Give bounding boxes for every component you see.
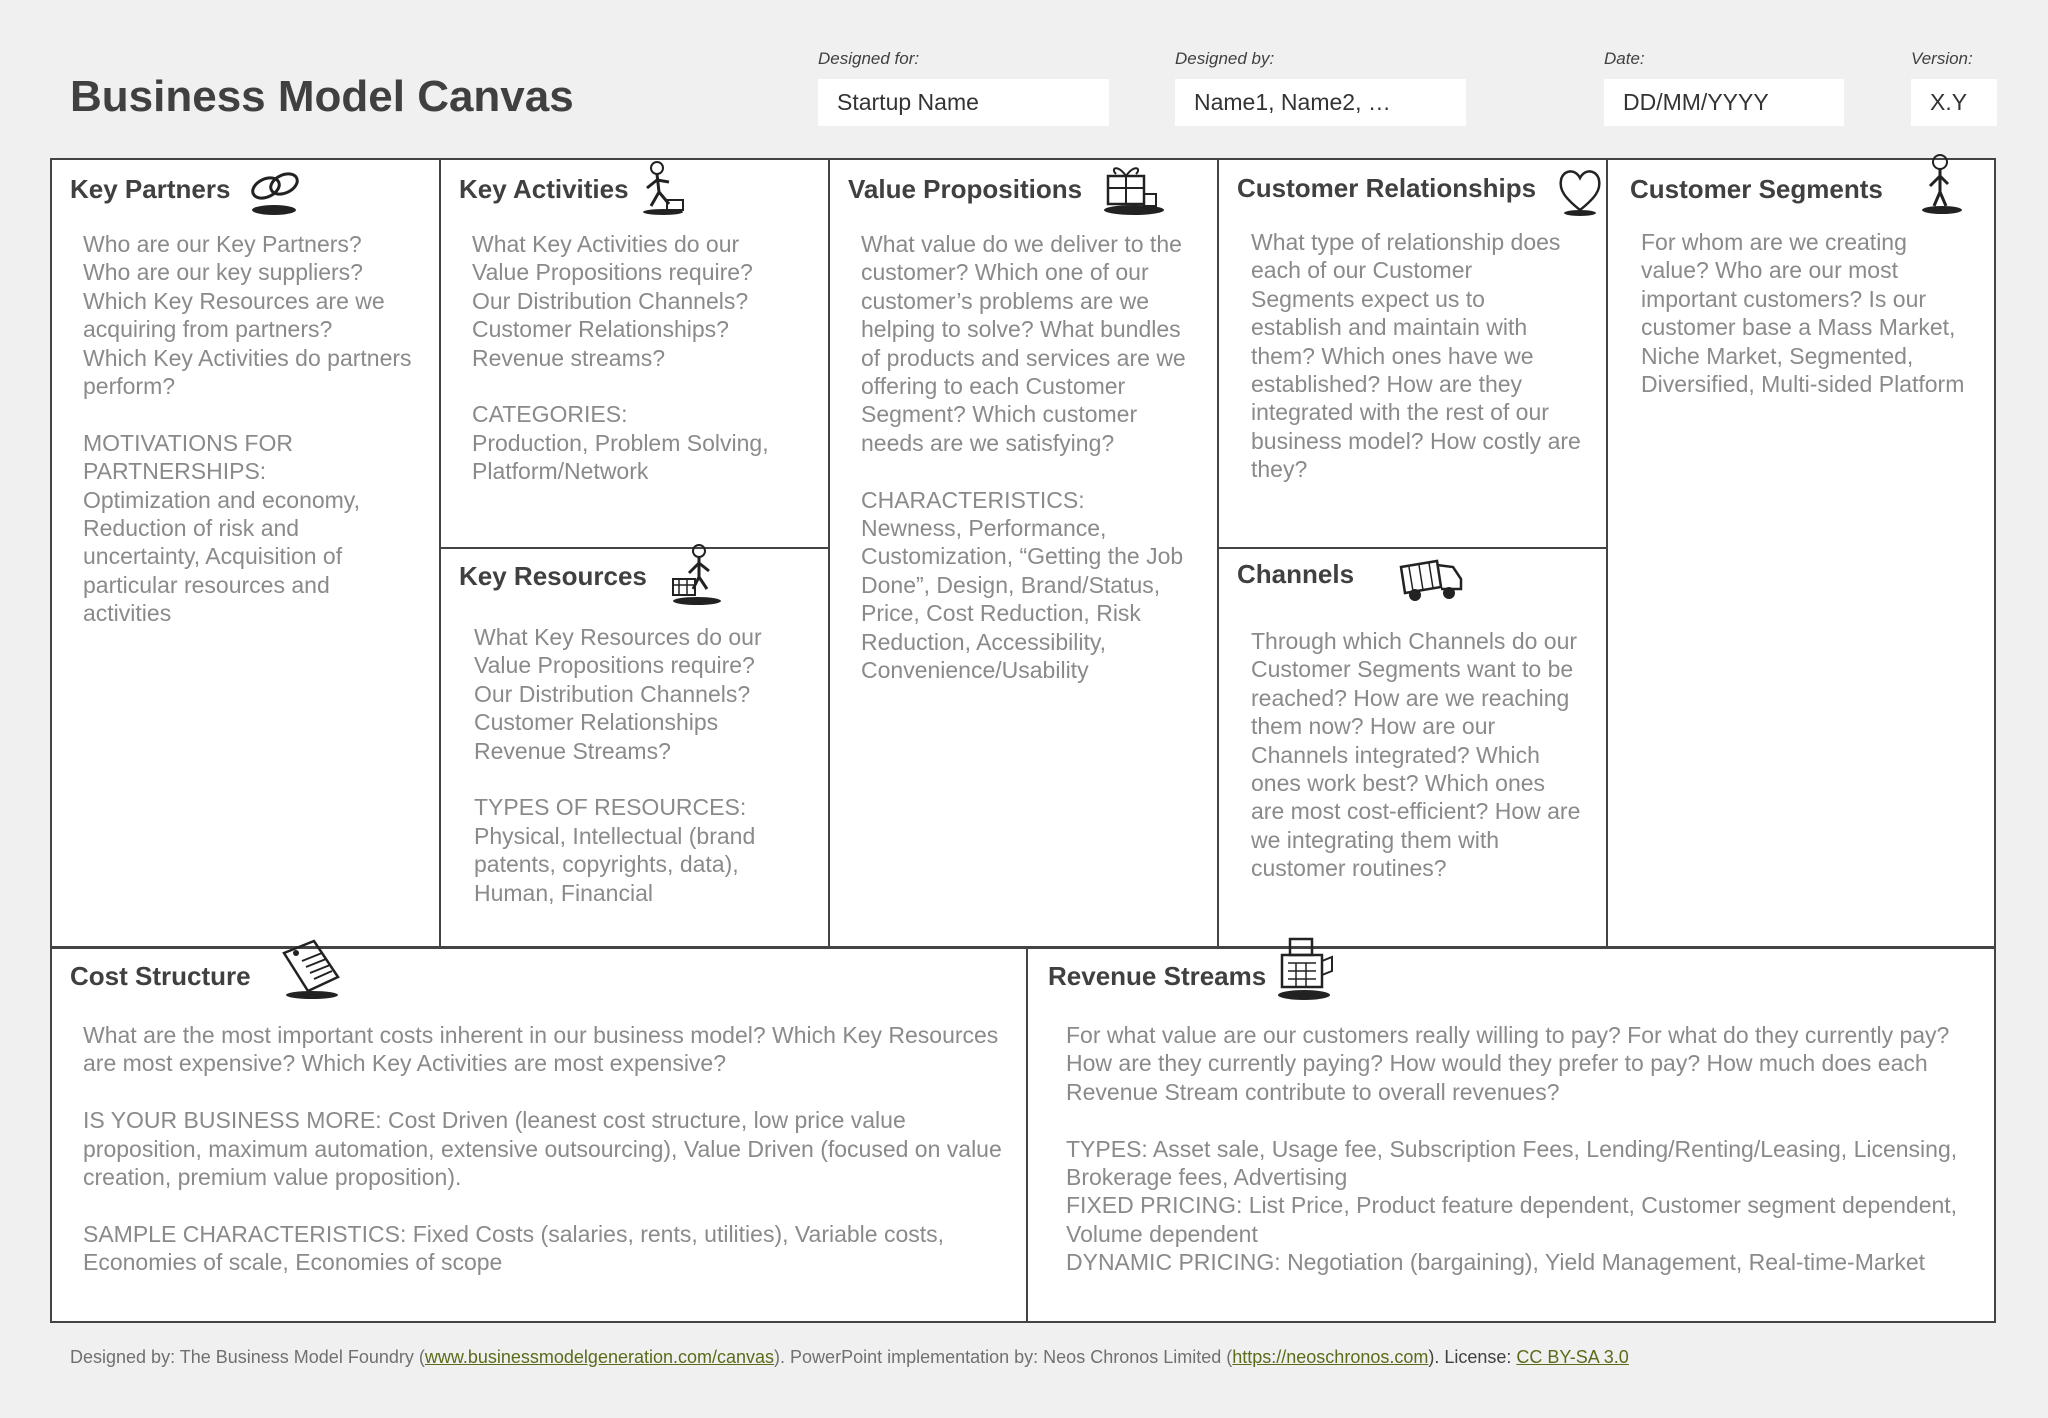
footer-license-label: ). License: xyxy=(1428,1347,1517,1367)
key-resources-title: Key Resources xyxy=(459,561,647,591)
footer-credits xyxy=(70,1347,1629,1368)
footer-middle: ). PowerPoint implementation by: Neos Chronos Limited ( xyxy=(774,1347,1233,1367)
key-resources-block[interactable] xyxy=(441,549,828,946)
customer-relationships-block[interactable] xyxy=(1219,160,1606,547)
footer-prefix: Designed by: The Business Model Foundry ( xyxy=(70,1347,425,1367)
person-icon xyxy=(1918,152,1966,216)
worker-icon xyxy=(639,160,689,216)
heart-icon xyxy=(1557,166,1603,216)
customer-segments-text: For whom are we creating value? Who are our most important customers? Is our customer base a Mass Market, Niche Market, Segmented, Diversified, Multi-sided Platform xyxy=(1641,229,1965,398)
cost-structure-block[interactable] xyxy=(52,949,1026,1321)
factory-worker-icon xyxy=(667,543,725,607)
value-propositions-text: What value do we deliver to the customer? Which one of our customer’s problems are we helping to solve? What bundles of products and services are we offering to each Customer Segment? Which customer needs are we satisfying? CHARACTERISTICS: Newness, Performance, Customization, “Getting the Job Done”, Design, Brand/Status, Price, Cost Reduction, Risk Reduction, Accessibility, Convenience/Usability xyxy=(861,231,1186,684)
key-activities-text: What Key Activities do our Value Propositions require? Our Distribution Channels? Customer Relationships? Revenue streams? CATEGORIES: Production, Problem Solving, Platform/Network xyxy=(472,231,769,485)
customer-segments-title: Customer Segments xyxy=(1630,174,1883,204)
key-resources-text: What Key Resources do our Value Propositions require? Our Distribution Channels? Customer Relationships Revenue Streams? TYPES OF RESOURCES: Physical, Intellectual (brand patents, copyrights, data), Human, Financial xyxy=(474,624,762,906)
channels-block[interactable] xyxy=(1219,549,1606,946)
cost-structure-title: Cost Structure xyxy=(70,961,251,991)
chain-link-icon xyxy=(244,166,308,218)
business-model-generation-link[interactable]: www.businessmodelgeneration.com/canvas xyxy=(424,1347,775,1367)
key-partners-block[interactable] xyxy=(52,160,439,946)
key-activities-block[interactable] xyxy=(441,160,828,547)
page-title: Business Model Canvas xyxy=(70,72,574,121)
price-tag-icon xyxy=(276,935,344,1001)
value-propositions-title: Value Propositions xyxy=(848,174,1083,204)
license-link[interactable]: CC BY-SA 3.0 xyxy=(1516,1347,1629,1367)
delivery-truck-icon xyxy=(1395,553,1467,607)
revenue-streams-title: Revenue Streams xyxy=(1048,961,1267,991)
revenue-streams-text: For what value are our customers really willing to pay? For what do they currently pay? How are they currently paying? How would they prefer to pay? How much does each Revenue Stream contribute to overall revenues? TYPES: Asset sale, Usage fee, Subscription Fees, Lending/Renting/Leasing, Licensing, Brokerage fees, Advertising FIXED PRICING: List Price, Product feature dependent, Customer segment dependent, Volume dependent DYNAMIC PRICING: Negotiation (bargaining), Yield Management, Real-time-Market xyxy=(1066,1022,1958,1276)
date-label: Date: xyxy=(1604,49,1645,68)
customer-relationships-title: Customer Relationships xyxy=(1237,173,1537,203)
channels-text: Through which Channels do our Customer Segments want to be reached? How are we reaching them now? How are our Channels integrated? Which ones work best? Which ones are most cost-efficient? How are we integrating them with customer routines? xyxy=(1251,628,1581,882)
key-activities-title: Key Activities xyxy=(459,174,629,204)
canvas-board xyxy=(50,158,1996,1323)
date-field[interactable]: DD/MM/YYYY xyxy=(1604,79,1844,126)
key-partners-title: Key Partners xyxy=(70,174,231,204)
customer-segments-block[interactable] xyxy=(1608,160,1994,946)
version-field[interactable]: X.Y xyxy=(1911,79,1997,126)
customer-relationships-text: What type of relationship does each of our Customer Segments expect us to establish and maintain with them? Which ones have we established? How are they integrated with the rest of our business model? How costly are they? xyxy=(1251,229,1581,483)
value-propositions-block[interactable] xyxy=(830,160,1217,946)
gift-icon xyxy=(1100,160,1166,218)
key-partners-text: Who are our Key Partners? Who are our key suppliers? Which Key Resources are we acquiring from partners? Which Key Activities do partners perform? MOTIVATIONS FOR PARTNERSHIPS: Optimization and economy, Reduction of risk and uncertainty, Acquisition of particular resources and activities xyxy=(83,231,412,627)
designed-for-field[interactable]: Startup Name xyxy=(818,79,1109,126)
version-label: Version: xyxy=(1911,49,1973,68)
cash-register-icon xyxy=(1272,931,1338,1003)
designed-by-field[interactable]: Name1, Name2, … xyxy=(1175,79,1466,126)
revenue-streams-block[interactable] xyxy=(1028,949,1994,1321)
designed-for-label: Designed for: xyxy=(818,49,920,68)
neoschronos-link[interactable]: https://neoschronos.com xyxy=(1232,1347,1429,1367)
channels-title: Channels xyxy=(1237,559,1355,589)
cost-structure-text: What are the most important costs inherent in our business model? Which Key Resources are most expensive? Which Key Activities are most expensive? IS YOUR BUSINESS MORE: Cost Driven (leanest cost structure, low price value proposition, maximum automation, extensive outsourcing), Value Driven (focused on value creation, premium value proposition). SAMPLE CHARACTERISTICS: Fixed Costs (salaries, rents, utilities), Variable costs, Economies of scale, Economies of scope xyxy=(83,1022,1002,1276)
designed-by-label: Designed by: xyxy=(1175,49,1275,68)
